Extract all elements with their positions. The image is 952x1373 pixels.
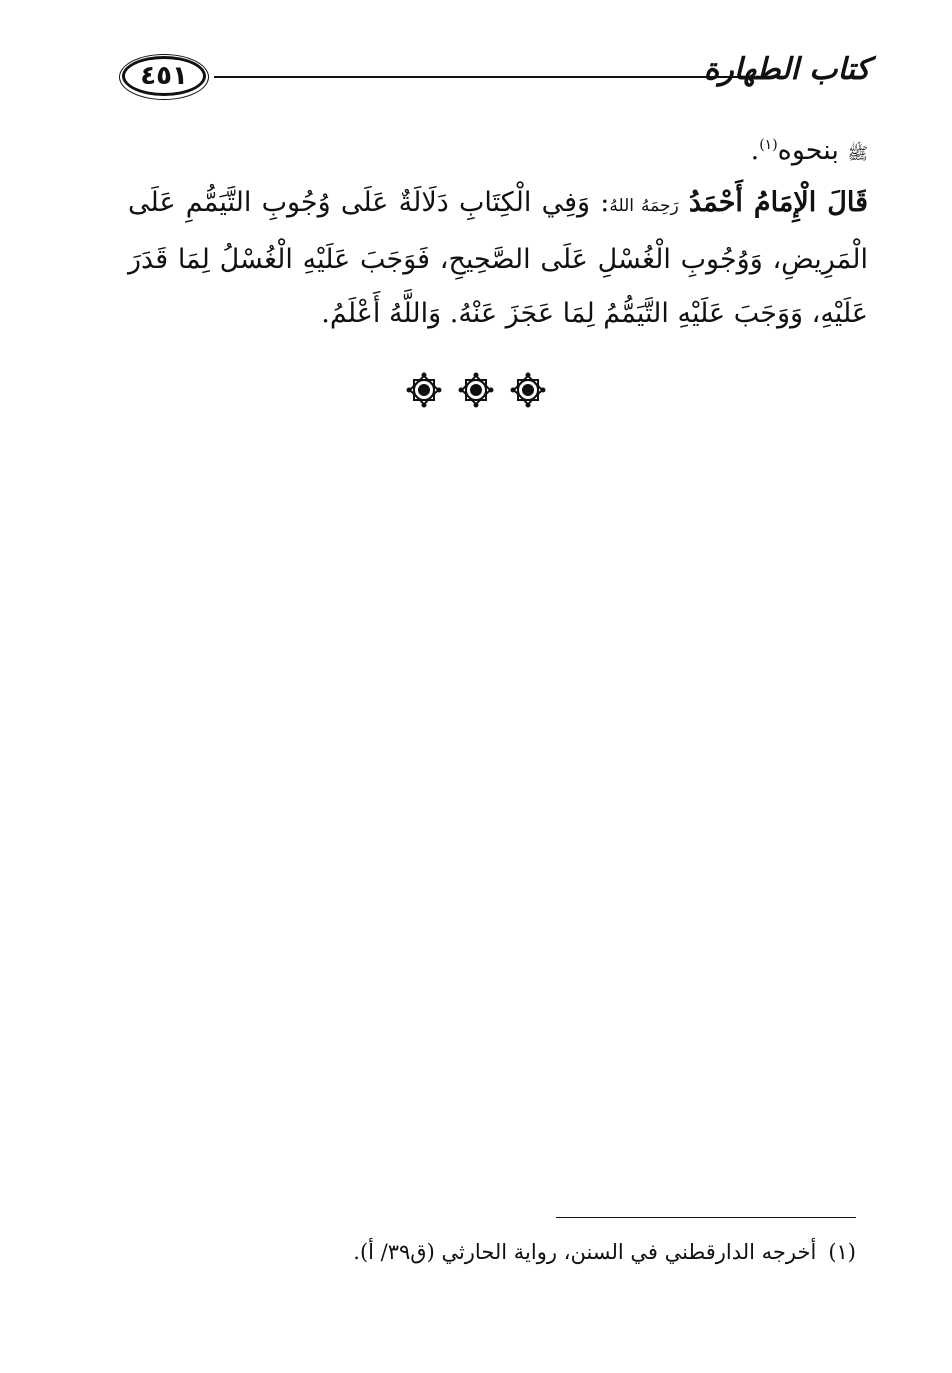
paragraph-text: : وَفِي الْكِتَابِ دَلَالَةٌ عَلَى وُجُوبِ التَّيَمُّمِ عَلَى الْمَرِيضِ، وَوُجُوبِ الْغُسْلِ عَلَى الصَّحِيحِ، فَوَجَبَ عَلَيْهِ الْغُسْلُ لِمَا قَدَرَ عَلَيْهِ، وَوَجَبَ عَلَيْهِ التَّيَمُّمُ لِمَا عَجَزَ عَنْهُ. وَاللَّهُ أَعْلَمُ.	[128, 187, 868, 329]
page-number-badge	[122, 56, 206, 96]
flower-ornament-icon	[458, 372, 494, 408]
speaker-label: قَالَ الْإِمَامُ أَحْمَدُ	[688, 187, 868, 218]
continuation-line	[128, 118, 868, 181]
flower-ornament-icon	[510, 372, 546, 408]
footnote	[136, 1234, 856, 1270]
honorific-symbol: ﷺ	[847, 144, 868, 164]
page-header	[122, 52, 870, 104]
continuation-text: بنحوه	[777, 135, 839, 166]
flower-ornament-icon	[406, 372, 442, 408]
imam-ahmad-paragraph	[128, 176, 868, 341]
footnote-separator	[556, 1217, 856, 1218]
continuation-end: .	[750, 135, 760, 166]
footnote-number: (١)	[828, 1240, 856, 1264]
speaker-honorific: رَحِمَهُ اللهُ	[609, 196, 679, 216]
footnote-text: أخرجه الدارقطني في السنن، رواية الحارثي (ق٣٩/ أ).	[353, 1240, 817, 1264]
book-title: كتاب الطهارة	[703, 52, 870, 87]
header-rule	[214, 76, 764, 78]
page-number: ٤٥١	[140, 61, 188, 91]
footnote-ref: (١)	[759, 137, 778, 153]
section-divider-ornaments	[0, 372, 952, 408]
